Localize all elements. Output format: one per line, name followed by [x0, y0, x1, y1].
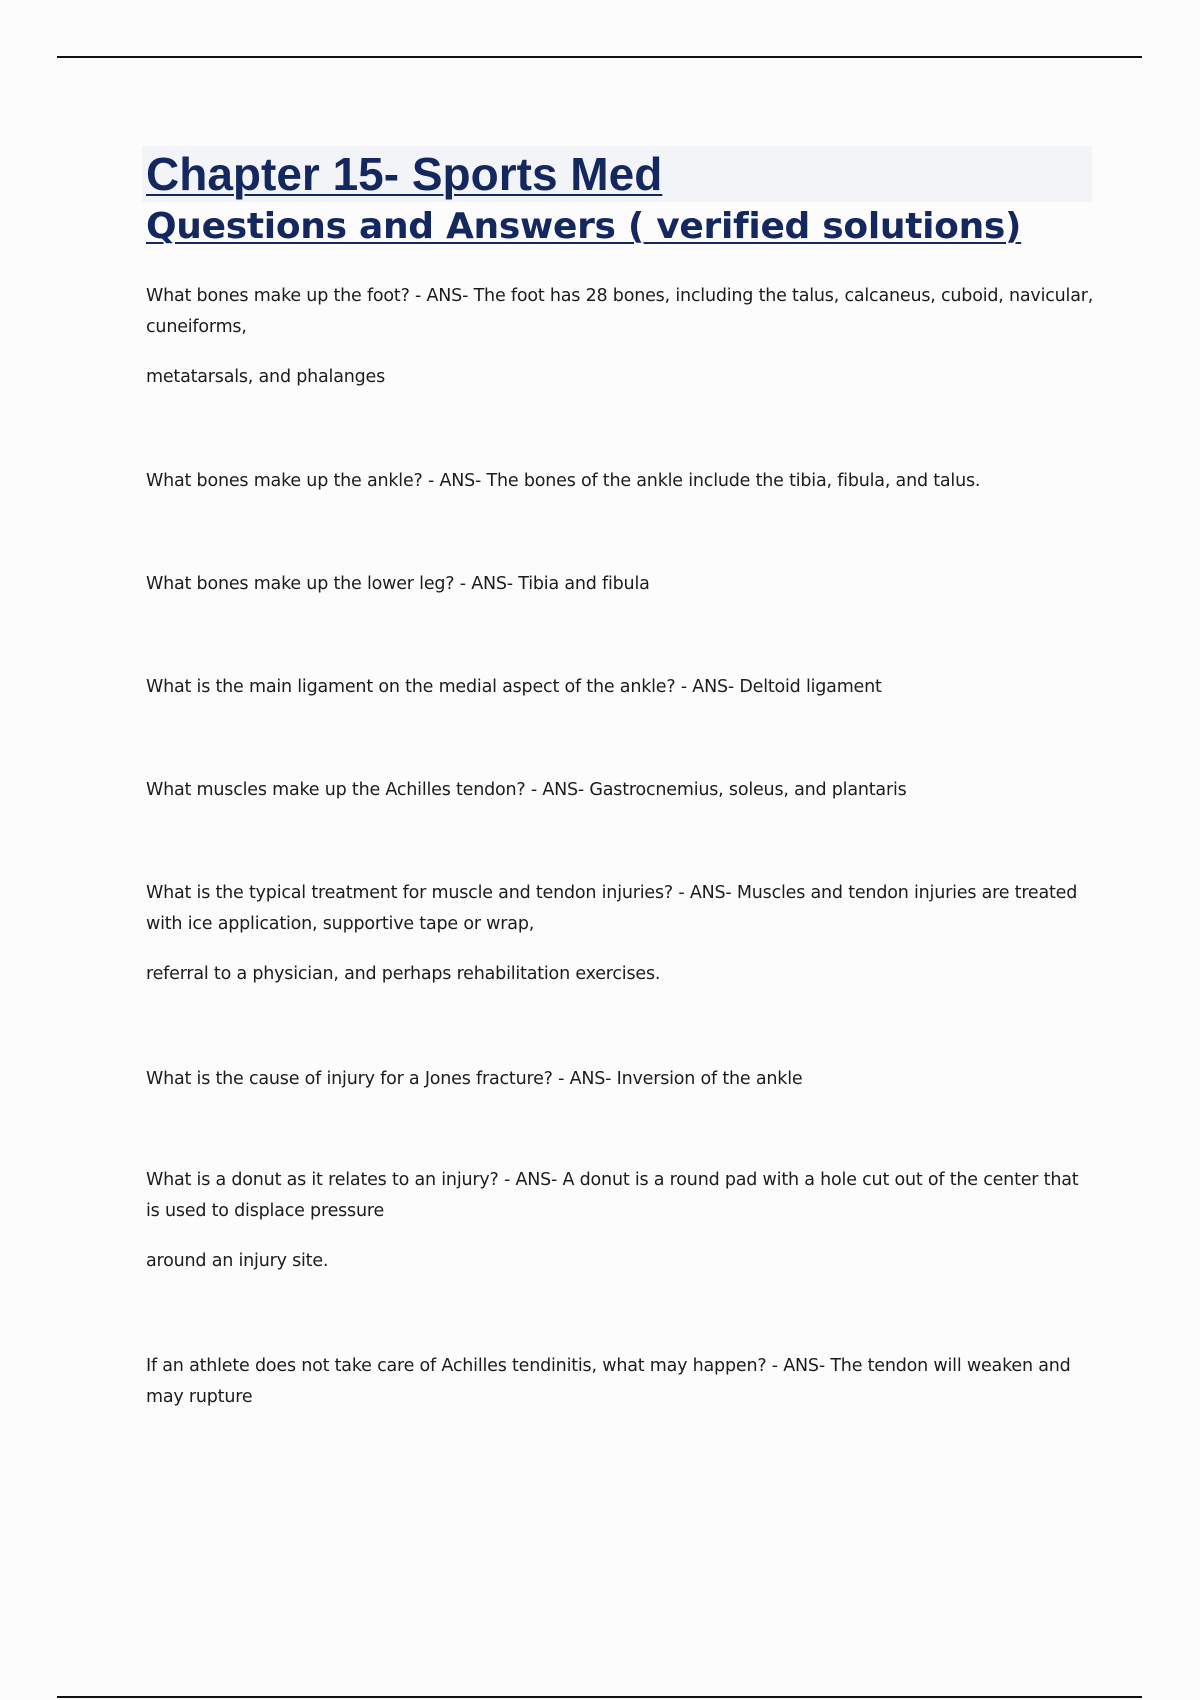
- qa-continuation: around an injury site.: [146, 1251, 329, 1271]
- page-title: Chapter 15- Sports Med: [146, 148, 663, 200]
- header-rule: [57, 56, 1142, 58]
- qa-question-answer: What is the cause of injury for a Jones fracture? - ANS- Inversion of the ankle: [146, 1069, 803, 1089]
- qa-item-6: [146, 878, 1096, 990]
- qa-question-answer: What bones make up the foot? - ANS- The foot has 28 bones, including the talus, calcaneus, cuboid, navicular, cuneiforms,: [146, 286, 1094, 337]
- qa-item-3: [146, 569, 1096, 600]
- qa-item-5: [146, 775, 1096, 806]
- qa-question-answer: What is the main ligament on the medial aspect of the ankle? - ANS- Deltoid ligament: [146, 677, 882, 697]
- page-subtitle: Questions and Answers ( verified solutions): [146, 206, 1022, 247]
- qa-item-2: [146, 466, 1096, 497]
- footer-rule: [57, 1696, 1142, 1698]
- qa-item-8: [146, 1165, 1096, 1277]
- qa-question-answer: What muscles make up the Achilles tendon? - ANS- Gastrocnemius, soleus, and plantaris: [146, 780, 907, 800]
- qa-item-7: [146, 1064, 1096, 1095]
- qa-continuation: referral to a physician, and perhaps rehabilitation exercises.: [146, 964, 661, 984]
- qa-item-4: [146, 672, 1096, 703]
- qa-continuation: metatarsals, and phalanges: [146, 367, 386, 387]
- qa-question-answer: What bones make up the lower leg? - ANS- Tibia and fibula: [146, 574, 650, 594]
- qa-question-answer: If an athlete does not take care of Achilles tendinitis, what may happen? - ANS- The tendon will weaken and may rupture: [146, 1356, 1071, 1407]
- qa-item-9: [146, 1351, 1096, 1413]
- qa-question-answer: What bones make up the ankle? - ANS- The bones of the ankle include the tibia, fibula, and talus.: [146, 471, 981, 491]
- qa-question-answer: What is the typical treatment for muscle and tendon injuries? - ANS- Muscles and tendon injuries are treated with ice application, supportive tape or wrap,: [146, 883, 1078, 934]
- title-block: [142, 146, 1092, 252]
- qa-question-answer: What is a donut as it relates to an injury? - ANS- A donut is a round pad with a hole cut out of the center that is used to displace pressure: [146, 1170, 1079, 1221]
- qa-item-1: [146, 281, 1096, 393]
